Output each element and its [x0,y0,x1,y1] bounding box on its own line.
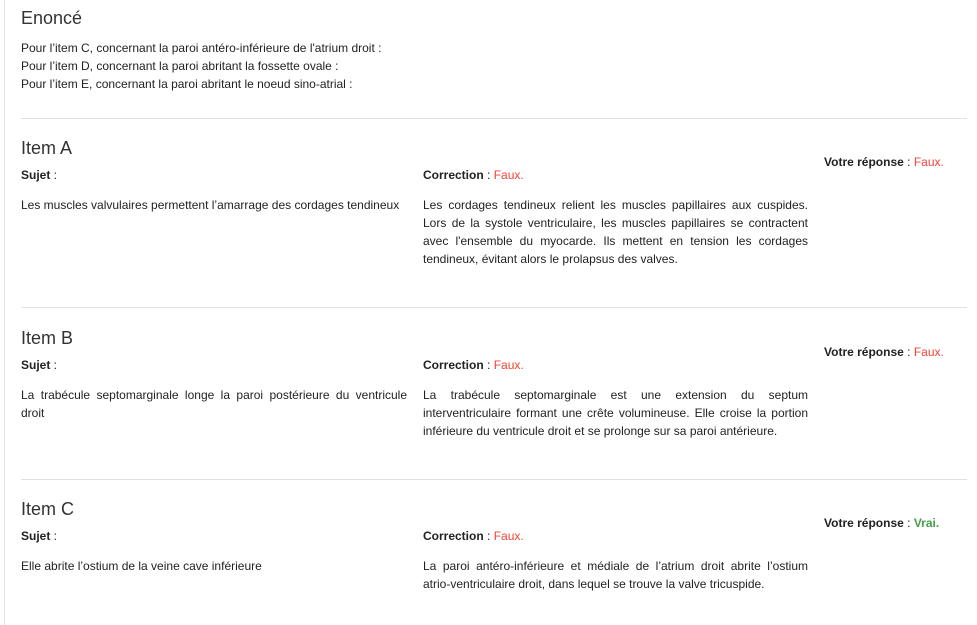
enonce-line: Pour l’item C, concernant la paroi antéro-inférieure de l'atrium droit : [21,41,382,55]
correction-text: La trabécule septomarginale est une extension du septum interventriculaire formant une crête volumineuse. Elle croise la portion inférieure du ventricule droit et se prolonge sur sa paroi antérieure. [423,388,808,438]
correction-value: Faux. [493,358,524,372]
votre-reponse-label: Votre réponse [824,345,904,359]
sujet-text: Les muscles valvulaires permettent l’amarrage des cordages tendineux [21,198,400,212]
correction-label: Correction [423,168,484,182]
divider [21,118,967,119]
correction-row: Correction : Faux. [423,358,524,372]
divider [21,307,967,308]
enonce-line: Pour l’item D, concernant la paroi abritant la fossette ovale : [21,59,339,73]
votre-reponse-label: Votre réponse [824,516,904,530]
item-title: Item A [21,138,73,158]
sujet-label: Sujet [21,358,51,372]
votre-reponse-value: Faux. [913,155,944,169]
sujet-label-row: Sujet : [21,529,58,543]
votre-reponse-row: Votre réponse : Vrai. [824,516,940,530]
enonce-section [21,8,967,93]
correction-value: Faux. [493,168,524,182]
item-title: Item C [21,499,75,519]
votre-reponse-row: Votre réponse : Faux. [824,345,944,359]
sujet-label: Sujet [21,168,51,182]
votre-reponse-value: Faux. [913,345,944,359]
enonce-line: Pour l’item E, concernant la paroi abritant le noeud sino-atrial : [21,77,353,91]
sujet-text: La trabécule septomarginale longe la paroi postérieure du ventricule droit [21,388,407,420]
correction-row: Correction : Faux. [423,168,524,182]
sujet-label-row: Sujet : [21,168,58,182]
correction-row: Correction : Faux. [423,529,524,543]
votre-reponse-value: Vrai. [913,516,940,530]
divider [21,479,967,480]
page [4,0,967,625]
votre-reponse-row: Votre réponse : Faux. [824,155,944,169]
correction-text: Les cordages tendineux relient les muscles papillaires aux cuspides. Lors de la systole ventriculaire, les muscles papillaires se contractent avec l'ensemble du myocarde. Ils mettent en tension les cordages tendineux, évitant alors le prolapsus des valves. [423,198,808,266]
sujet-text: Elle abrite l’ostium de la veine cave inférieure [21,559,262,573]
votre-reponse-label: Votre réponse [824,155,904,169]
correction-text: La paroi antéro-inférieure et médiale de l’atrium droit abrite l’ostium atrio-ventriculaire droit, dans lequel se trouve la valve tricuspide. [423,559,808,591]
correction-label: Correction [423,529,484,543]
correction-value: Faux. [493,529,524,543]
item-title: Item B [21,328,74,348]
sujet-label: Sujet [21,529,51,543]
enonce-title: Enoncé [21,8,83,28]
sujet-label-row: Sujet : [21,358,58,372]
correction-label: Correction [423,358,484,372]
